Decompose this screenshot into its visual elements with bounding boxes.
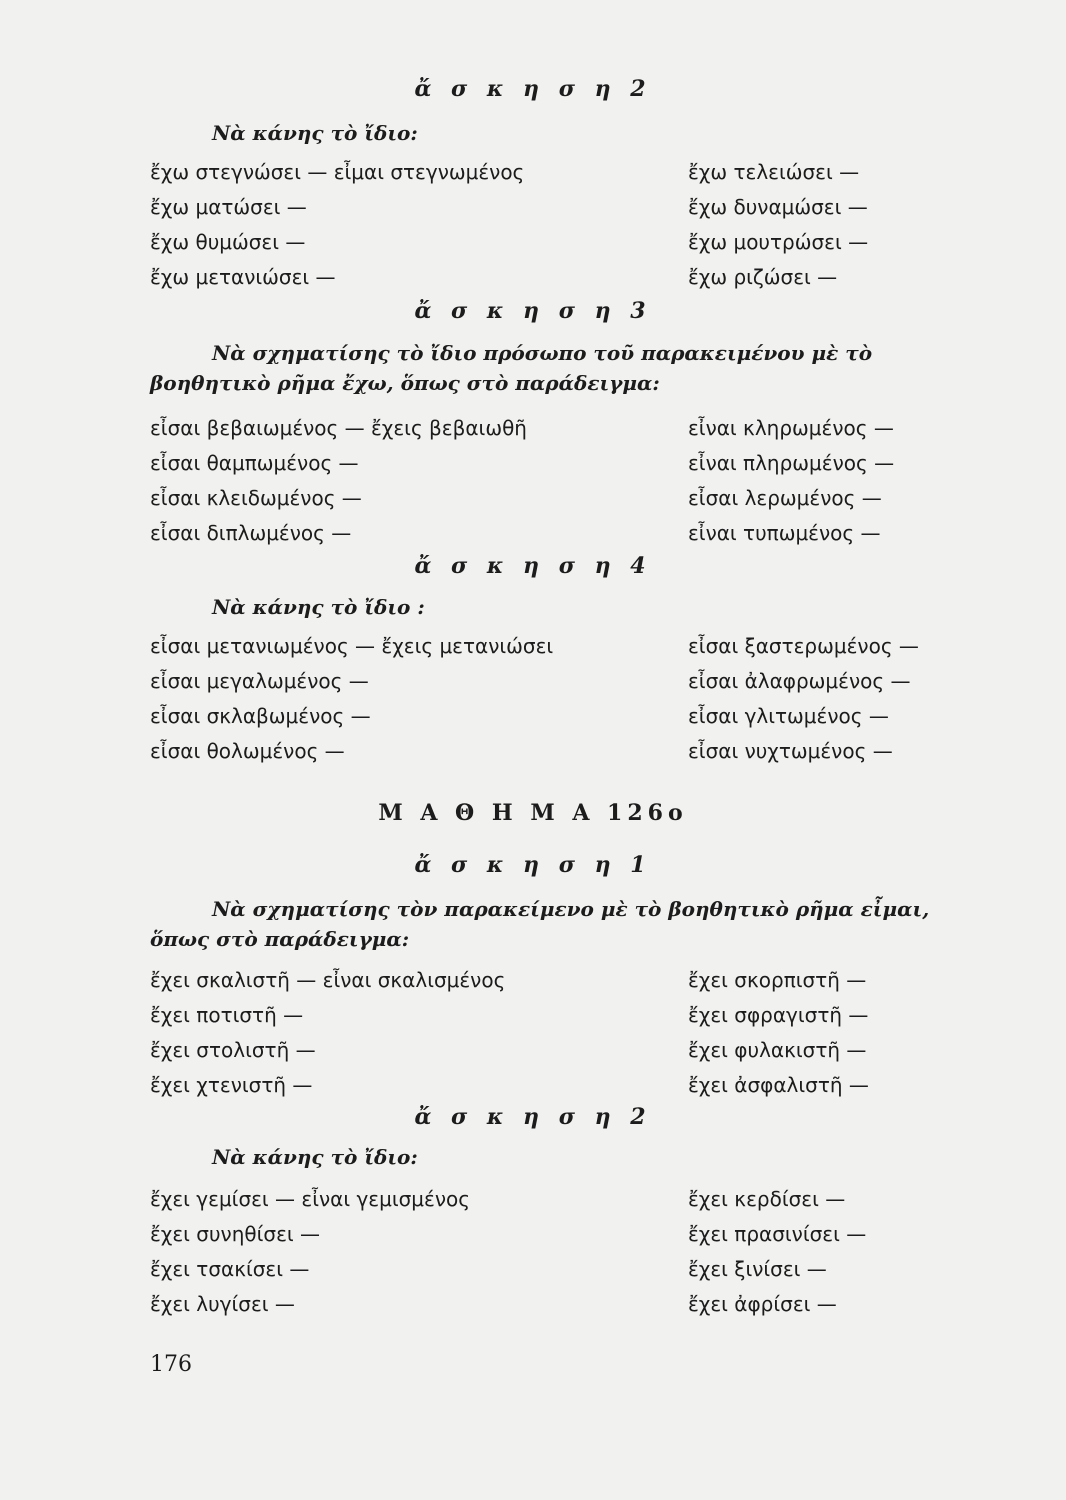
exercise-item-left: ἔχει συνηθίσει — [150,1222,321,1246]
exercise-item-left: ἔχει τσακίσει — [150,1257,310,1281]
exercise-item-left: εἶσαι θαμπωμένος — [150,451,359,475]
exercise-item-left: ἔχω μετανιώσει — [150,265,336,289]
exercise-item-left: εἶσαι θολωμένος — [150,739,345,763]
exercise-item-right: ἔχει ξινίσει — [688,1257,827,1281]
exercise-heading: ἄ σ κ η σ η 2 [414,76,652,102]
exercise-item-right: ἔχω τελειώσει — [688,160,860,184]
exercise-item-right: εἶναι τυπωμένος — [688,521,881,545]
exercise-item-left: ἔχει στολιστῆ — [150,1038,316,1062]
exercise-item-right: εἶσαι γλιτωμένος — [688,704,889,728]
exercise-heading: ἄ σ κ η σ η 2 [414,1104,652,1130]
exercise-heading: ἄ σ κ η σ η 3 [414,298,652,324]
exercise-item-left: ἔχει ποτιστῆ — [150,1003,304,1027]
exercise-item-right: εἶσαι λερωμένος — [688,486,882,510]
exercise-item-right: ἔχω δυναμώσει — [688,195,868,219]
exercise-item-left: ἔχει λυγίσει — [150,1292,295,1316]
exercise-instruction: Νὰ κάνης τὸ ἴδιο : [212,595,425,619]
exercise-instruction: Νὰ κάνης τὸ ἴδιο: [212,121,418,145]
exercise-item-right: ἔχει ἀσφαλιστῆ — [688,1073,869,1097]
exercise-instruction: Νὰ κάνης τὸ ἴδιο: [212,1145,418,1169]
exercise-item-left: ἔχω στεγνώσει — εἶμαι στεγνωμένος [150,160,525,184]
exercise-item-left: εἶσαι κλειδωμένος — [150,486,362,510]
exercise-item-right: εἶναι πληρωμένος — [688,451,895,475]
exercise-item-right: ἔχει σκορπιστῆ — [688,968,867,992]
exercise-item-right: ἔχει σφραγιστῆ — [688,1003,869,1027]
exercise-heading: ἄ σ κ η σ η 1 [414,852,652,878]
exercise-heading: ἄ σ κ η σ η 4 [414,553,652,579]
lesson-title: Μ Α Θ Η Μ Α 126ο [378,800,688,826]
exercise-item-right: εἶσαι ξαστερωμένος — [688,634,919,658]
exercise-item-left: εἶσαι μετανιωμένος — ἔχεις μετανιώσει [150,634,554,658]
exercise-instruction: Νὰ σχηματίσης τὸν παρακείμενο μὲ τὸ βοηθητικὸ ρῆμα εἶμαι, ὅπως στὸ παράδειγμα: [150,897,930,951]
exercise-item-left: εἶσαι βεβαιωμένος — ἔχεις βεβαιωθῆ [150,416,527,440]
page-number: 176 [150,1352,192,1377]
exercise-item-left: ἔχει σκαλιστῆ — εἶναι σκαλισμένος [150,968,506,992]
exercise-item-right: ἔχει ἀφρίσει — [688,1292,837,1316]
exercise-item-left: ἔχει γεμίσει — εἶναι γεμισμένος [150,1187,470,1211]
exercise-item-left: ἔχω ματώσει — [150,195,307,219]
exercise-item-right: εἶναι κληρωμένος — [688,416,894,440]
exercise-item-right: ἔχει φυλακιστῆ — [688,1038,867,1062]
exercise-item-left: εἶσαι μεγαλωμένος — [150,669,369,693]
exercise-item-right: ἔχει πρασινίσει — [688,1222,867,1246]
exercise-item-right: ἔχω μουτρώσει — [688,230,869,254]
exercise-item-left: ἔχω θυμώσει — [150,230,306,254]
exercise-item-left: εἶσαι σκλαβωμένος — [150,704,371,728]
exercise-item-left: ἔχει χτενιστῆ — [150,1073,313,1097]
exercise-item-right: ἔχει κερδίσει — [688,1187,846,1211]
exercise-item-right: ἔχω ριζώσει — [688,265,838,289]
exercise-item-right: εἶσαι νυχτωμένος — [688,739,893,763]
exercise-instruction: Νὰ σχηματίσης τὸ ἴδιο πρόσωπο τοῦ παρακειμένου μὲ τὸ βοηθητικὸ ρῆμα ἔχω, ὅπως στὸ παράδειγμα: [150,341,873,395]
exercise-item-left: εἶσαι διπλωμένος — [150,521,352,545]
exercise-item-right: εἶσαι ἀλαφρωμένος — [688,669,911,693]
